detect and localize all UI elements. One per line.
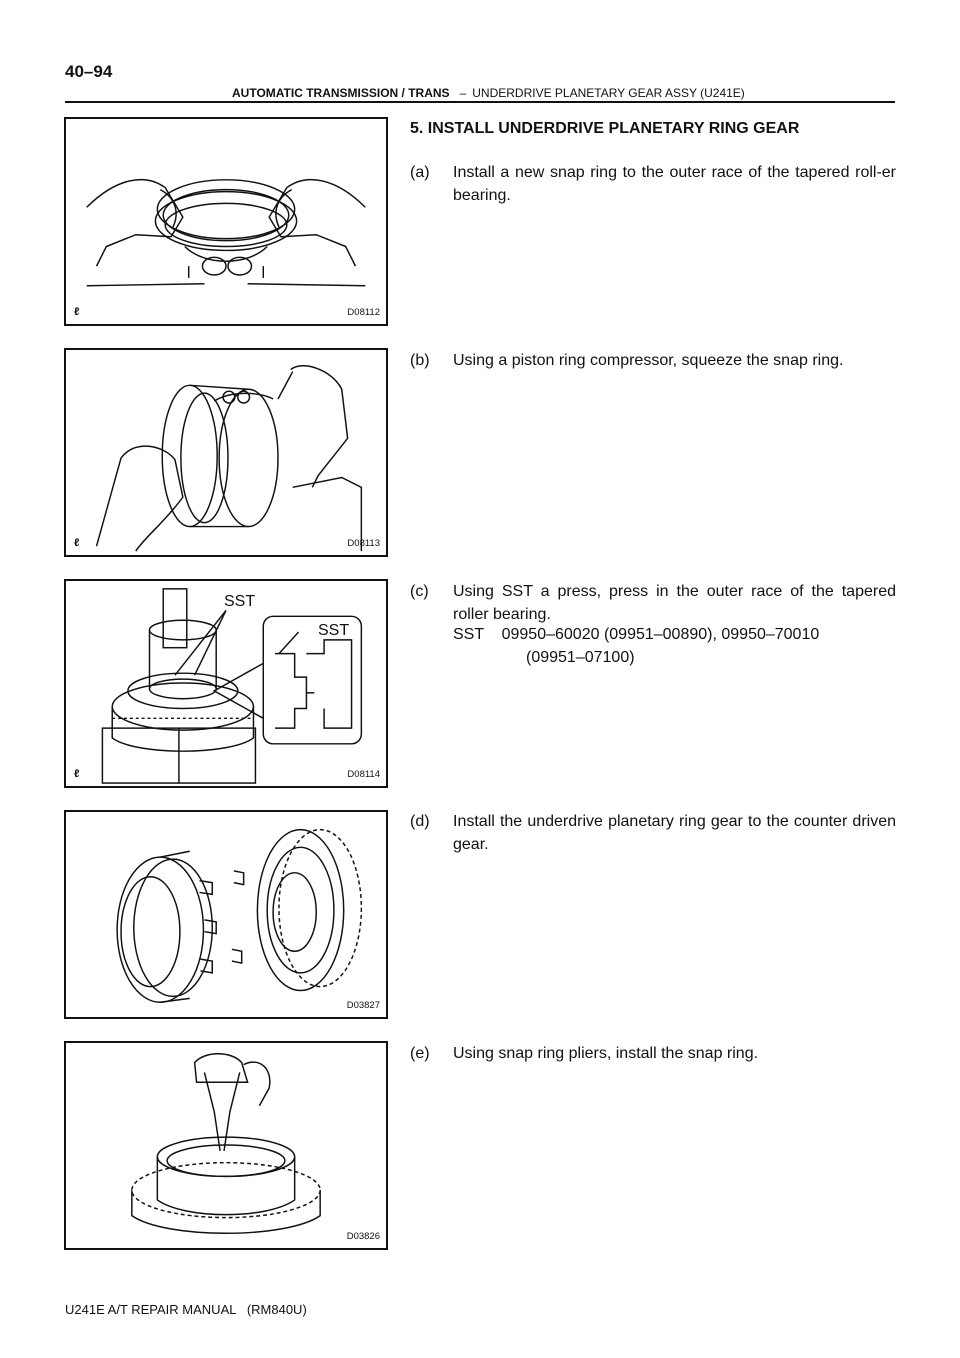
instruction-text: Install the underdrive planetary ring gear to the counter driven gear. [453,813,896,853]
running-header [232,86,745,100]
figure-code: D03826 [346,1231,380,1242]
figure-code: D08113 [347,538,380,549]
instruction-d [410,810,896,860]
instruction-text: Using snap ring pliers, install the snap ring. [453,1045,759,1062]
instruction-text: Using SST a press, press in the outer race of the tapered roller bearing. [453,583,896,623]
sst-press-illustration [66,581,386,786]
instruction-label: (d) [410,813,430,830]
figure-code: D03827 [346,1000,380,1011]
instruction-label: (b) [410,352,430,369]
header-section: AUTOMATIC TRANSMISSION / TRANS [232,86,450,100]
sst-part-numbers: SST 09950–60020 (09951–00890), 09950–70010 [453,626,820,643]
snap-ring-pliers-illustration [66,1043,386,1248]
instruction-e [410,1042,896,1068]
figure-sst-press [64,579,388,788]
page-number: 40–94 [65,62,113,81]
figure-code: D08114 [347,769,380,780]
figure-mark-icon: ℓ [74,768,80,780]
ring-gear-illustration [66,812,386,1017]
step-title: 5. INSTALL UNDERDRIVE PLANETARY RING GEAR [410,120,800,137]
instruction-label: (a) [410,164,430,181]
figure-snap-ring-pliers [64,1041,388,1250]
figure-piston-ring-compressor [64,348,388,557]
compressor-illustration [66,350,386,555]
sst-label-right: SST [318,622,350,639]
figure-ring-gear-install [64,810,388,1019]
sst-part-numbers-cont: (09951–07100) [526,649,635,666]
figure-mark-icon: ℓ [74,537,80,549]
header-subsection: UNDERDRIVE PLANETARY GEAR ASSY (U241E) [472,86,745,100]
footer-manual-id: U241E A/T REPAIR MANUAL (RM840U) [65,1302,307,1317]
instruction-text: Using a piston ring compressor, squeeze the snap ring. [453,352,844,369]
instruction-a [410,161,896,211]
snap-ring-illustration [66,119,386,324]
figure-snap-ring-install [64,117,388,326]
figure-code: D08112 [347,307,380,318]
sst-label-left: SST [224,593,256,610]
instruction-text: Install a new snap ring to the outer race of the tapered roll-er bearing. [453,164,896,204]
instruction-c [410,580,896,630]
header-rule [65,101,895,103]
instruction-b [410,349,896,375]
figure-mark-icon: ℓ [74,306,80,318]
instruction-label: (c) [410,583,429,600]
header-separator: – [459,86,467,100]
instruction-label: (e) [410,1045,430,1062]
